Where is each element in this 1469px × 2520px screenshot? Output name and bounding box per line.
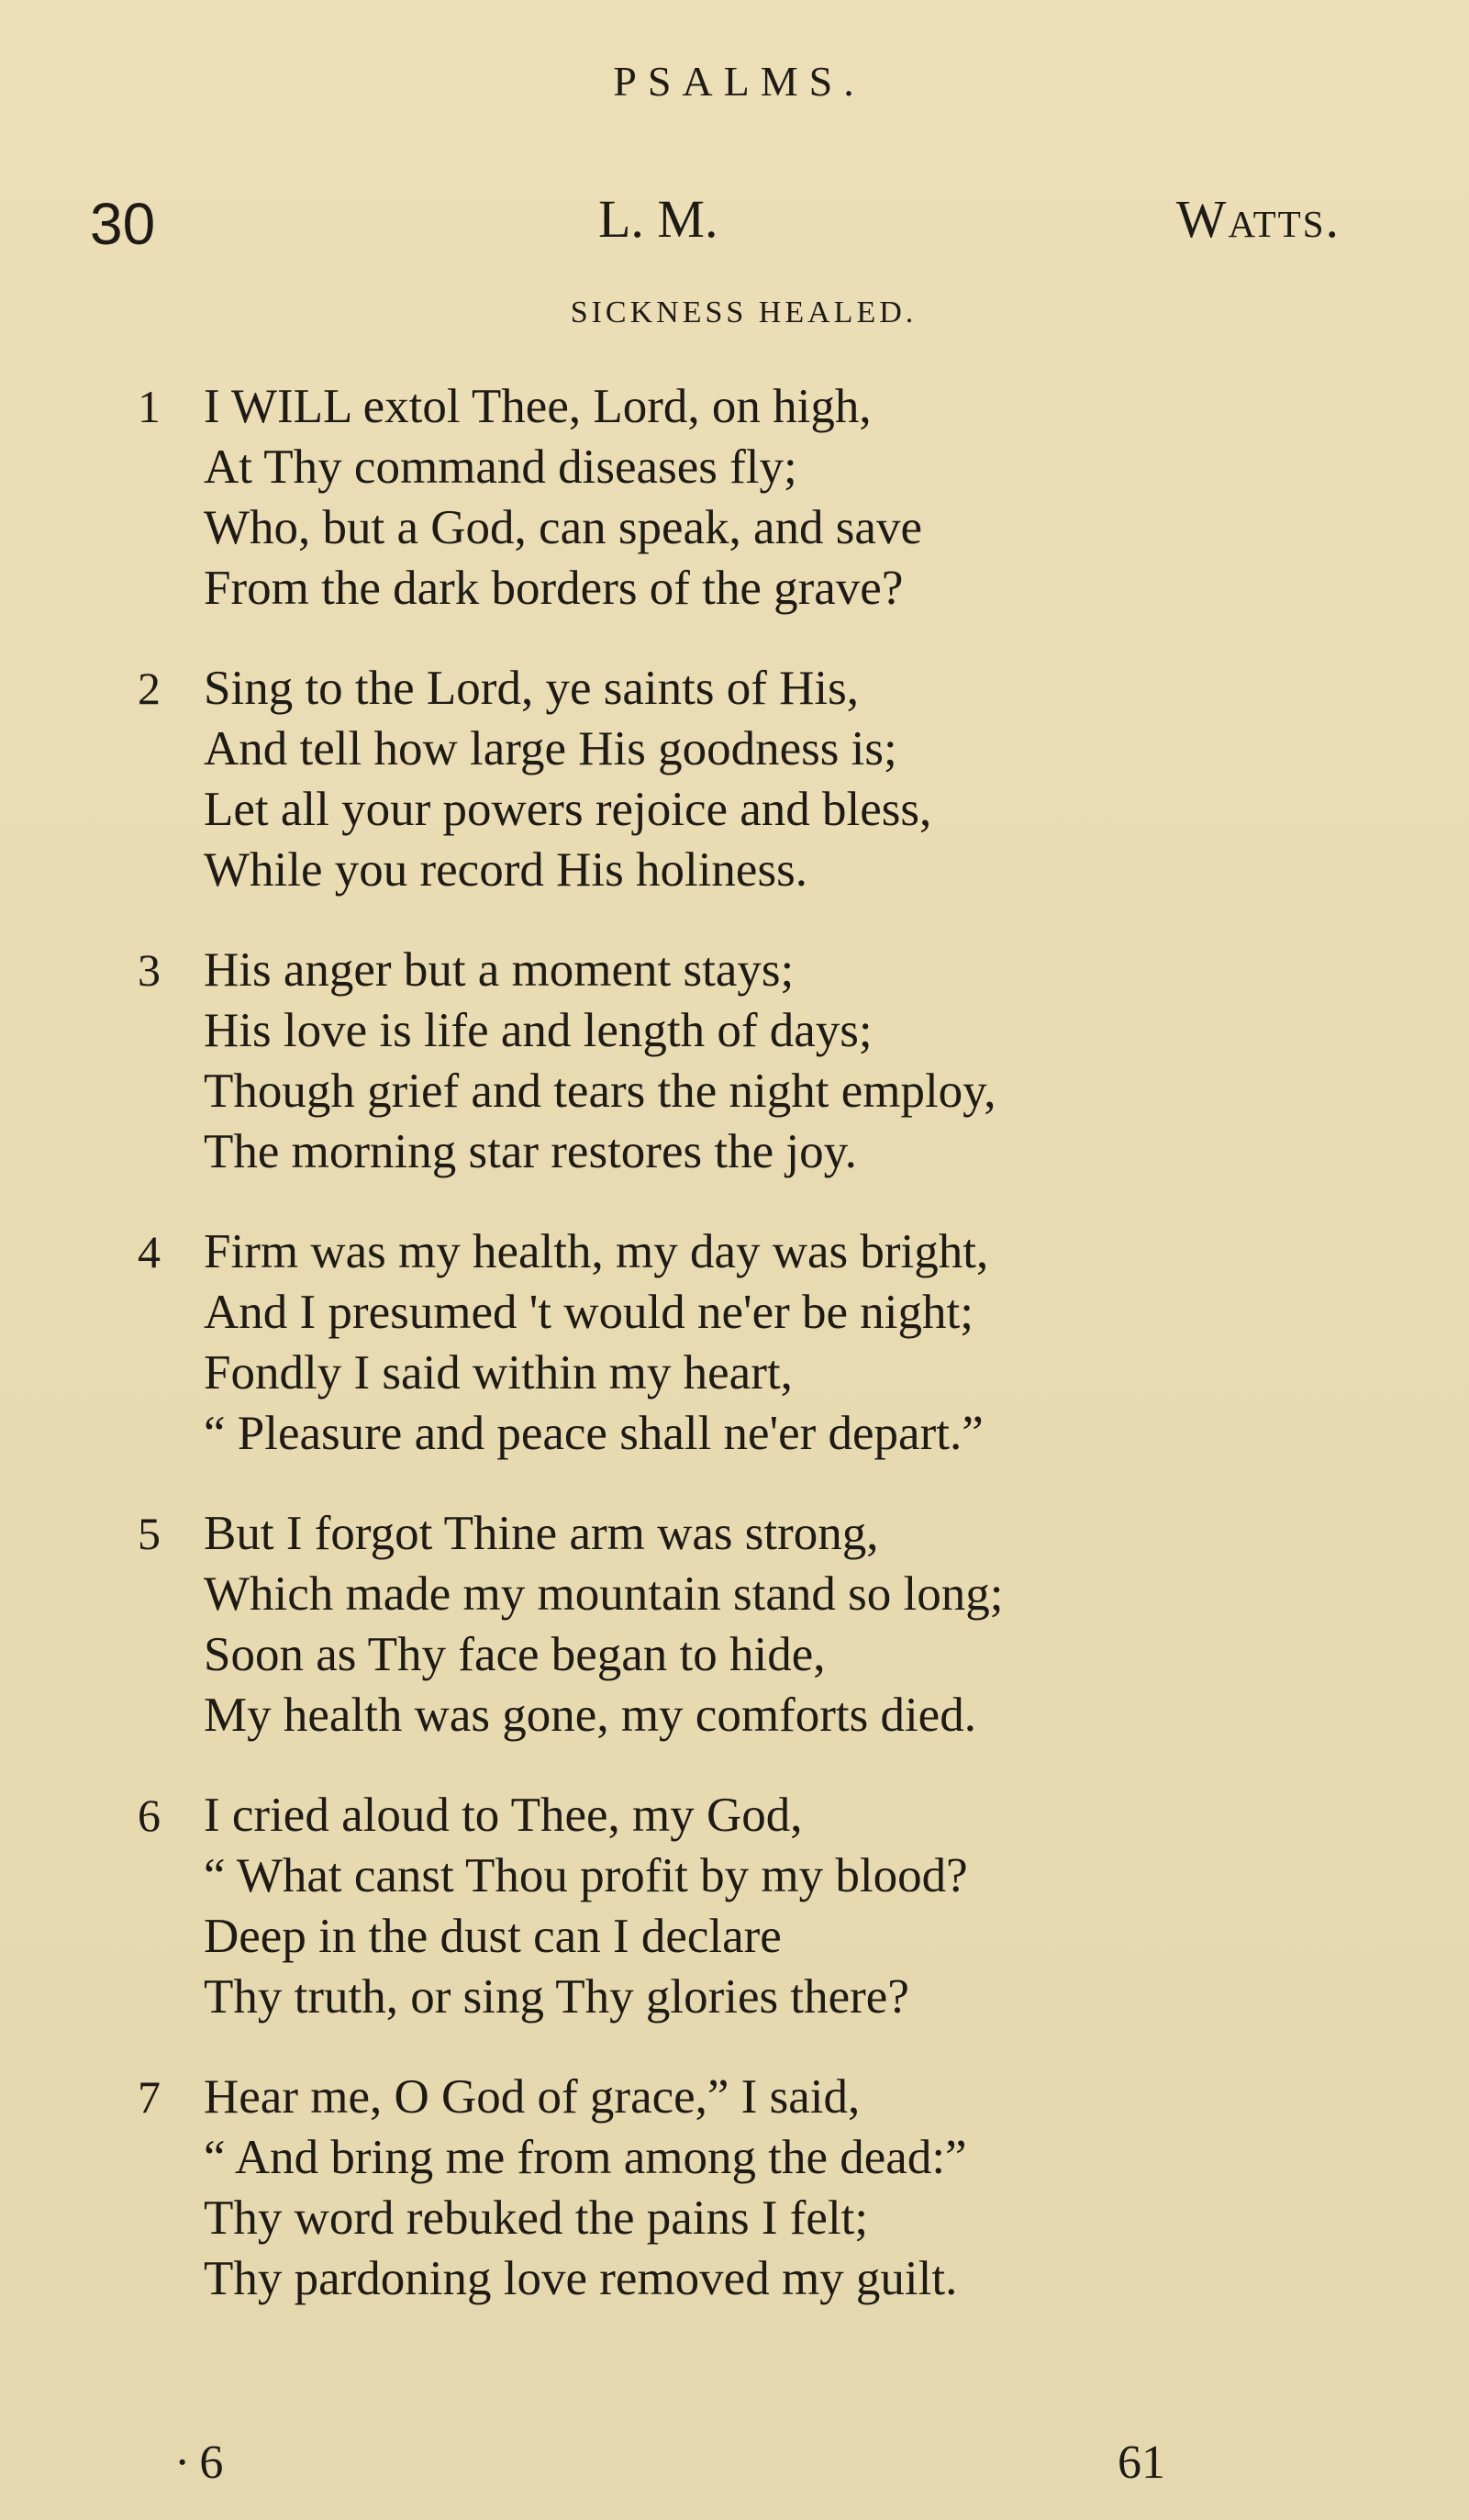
verse-line: My health was gone, my comforts died. — [204, 1689, 976, 1742]
verse-line: Who, but a God, can speak, and save — [204, 501, 922, 554]
meter: L. M. — [598, 189, 718, 249]
verse-line: Thy truth, or sing Thy glories there? — [204, 1970, 909, 2024]
stanza-number: 5 — [138, 1508, 161, 1559]
verse-line: From the dark borders of the grave? — [204, 562, 904, 615]
signature-mark-text: 6 — [199, 2436, 224, 2489]
verse-line: “ What canst Thou profit by my blood? — [204, 1849, 968, 1902]
hymn-subtitle: SICKNESS HEALED. — [570, 295, 918, 329]
verse-line: His love is life and length of days; — [204, 1004, 873, 1057]
verse-line: I WILL extol Thee, Lord, on high, — [204, 380, 872, 433]
stanza — [138, 376, 1349, 619]
verse-line: At Thy command diseases fly; — [204, 440, 797, 494]
stanza — [138, 1785, 1349, 2027]
verse-line: Thy pardoning love removed my guilt. — [204, 2252, 958, 2305]
stanza-number: 1 — [138, 381, 161, 432]
verse-line: While you record His holiness. — [204, 843, 807, 897]
author: Watts. — [1175, 189, 1341, 249]
stanza — [138, 940, 1349, 1182]
hymn-number: 30 — [90, 191, 156, 257]
verse-line: Soon as Thy face began to hide, — [204, 1628, 826, 1681]
verse-line: “ Pleasure and peace shall ne'er depart.” — [204, 1407, 984, 1460]
verse-line: Deep in the dust can I declare — [204, 1910, 782, 1963]
verse-line: His anger but a moment stays; — [204, 943, 795, 997]
verse-line: And I presumed 't would ne'er be night; — [204, 1286, 974, 1339]
verse-line: And tell how large His goodness is; — [204, 722, 897, 775]
verse-line: The morning star restores the joy. — [204, 1125, 857, 1178]
page-number: 61 — [1118, 2436, 1165, 2489]
verse-line: But I forgot Thine arm was strong, — [204, 1507, 879, 1560]
stanza — [138, 658, 1349, 900]
verse-line: Fondly I said within my heart, — [204, 1346, 793, 1399]
verse-line: Firm was my health, my day was bright, — [204, 1225, 989, 1278]
stanza-number: 2 — [138, 663, 161, 714]
stanza-list — [138, 376, 1349, 2348]
bullet-icon: · — [174, 2436, 191, 2489]
stanza — [138, 1503, 1349, 1745]
verse-line: Thy word rebuked the pains I felt; — [204, 2191, 869, 2245]
verse-line: Though grief and tears the night employ, — [204, 1065, 996, 1118]
stanza — [138, 2067, 1349, 2309]
stanza-number: 4 — [138, 1226, 161, 1277]
verse-line: “ And bring me from among the dead:” — [204, 2131, 967, 2184]
verse-line: Sing to the Lord, ye saints of His, — [204, 662, 859, 715]
signature-mark — [174, 2436, 224, 2489]
verse-line: Hear me, O God of grace,” I said, — [204, 2070, 861, 2124]
stanza-number: 7 — [138, 2071, 161, 2123]
stanza-number: 6 — [138, 1790, 161, 1841]
stanza — [138, 1221, 1349, 1464]
verse-line: Which made my mountain stand so long; — [204, 1567, 1004, 1621]
running-head: PSALMS. — [613, 58, 865, 105]
verse-line: Let all your powers rejoice and bless, — [204, 783, 932, 836]
verse-line: I cried aloud to Thee, my God, — [204, 1789, 803, 1842]
stanza-number: 3 — [138, 944, 161, 996]
